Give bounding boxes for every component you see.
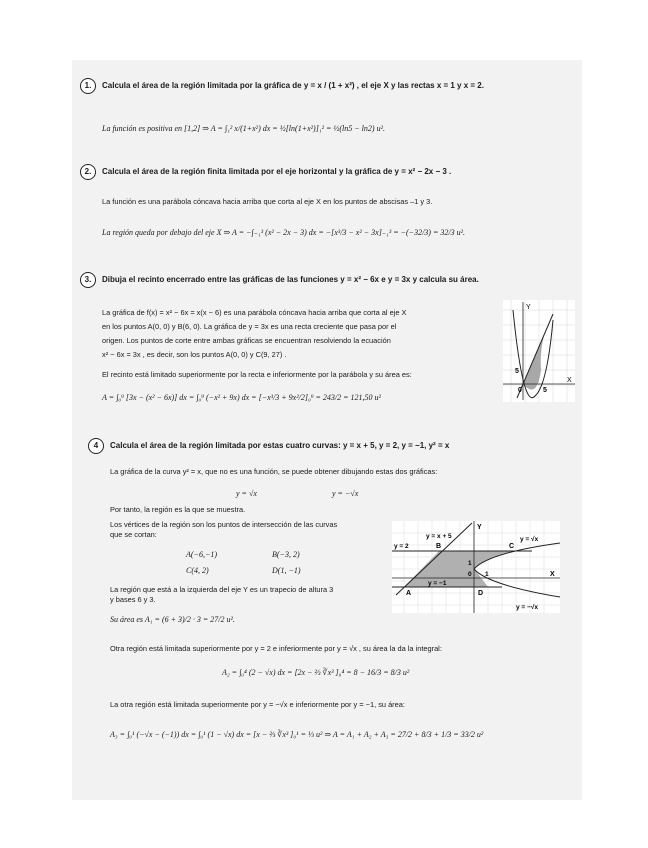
problem-4-other-2: La otra región está limitada superiormente por y = −√x e inferiormente por y = −1, su área: (110, 700, 405, 709)
problem-1-solution: La función es positiva en [1,2] ⇒ A = ∫₁² x/(1+x²) dx = ½[ln(1+x²)]₁² = ½(ln5 − ln2) u². (102, 124, 385, 133)
problem-4-trapezoid-2: y bases 6 y 3. (110, 595, 156, 604)
problem-3-statement: Dibuja el recinto encerrado entre las gráficas de las funciones y = x² − 6x e y = 3x y calcula su área. (102, 275, 479, 284)
problem-2-statement: Calcula el área de la región finita limitada por el eje horizontal y la gráfica de y = x² − 2x − 3 . (102, 167, 452, 176)
problem-2-line-1: La función es una parábola cóncava hacia arriba que corta al eje X en los puntos de abscisas –1 y 3. (102, 197, 433, 206)
problem-1-statement: Calcula el área de la región limitada por la gráfica de y = x / (1 + x²) , el eje X y las rectas x = 1 y x = 2. (102, 81, 484, 90)
tick-1-x: 1 (485, 571, 489, 578)
problem-4-vertices-1: Los vértices de la región son los puntos de intersección de las curvas (110, 520, 338, 529)
curve-positive: y = √x (236, 489, 257, 498)
label-sqrt-x: y = √x (520, 536, 539, 543)
point-C: C(4, 2) (186, 566, 209, 575)
label-B: B (436, 543, 442, 550)
problem-4-number: 4 (88, 438, 104, 454)
tick-1-y: 1 (468, 560, 472, 567)
y-tick-label: 5 (515, 368, 519, 375)
curve-negative: y = −√x (332, 489, 359, 498)
problem-3-line-6: A = ∫₀⁹ [3x − (x² − 6x)] dx = ∫₀⁹ (−x² + 9x) dx = [−x³/3 + 9x²/2]₀⁹ = 243/2 = 121,50 u² (102, 393, 381, 402)
problem-4-area-1: Su área es A₁ = (6 + 3)/2 · 3 = 27/2 u². (110, 615, 235, 624)
problem-4-vertices-2: que se cortan: (110, 530, 157, 539)
problem-4-area-3: A₃ = ∫₀¹ (−√x − (−1)) dx = ∫₀¹ (1 − √x) dx = [x − ⅔ ∛x³ ]₀¹ = ⅓ u² ⇒ A = A₁ + A₂ + A₃ = 27/2 + 8/3 + 1/3 = 33/2 u² (110, 730, 484, 739)
problem-4-statement: Calcula el área de la región limitada por estas cuatro curvas: y = x + 5, y = 2, y = −1, y² = x (110, 441, 450, 450)
problem-4-trapezoid-1: La región que está a la izquierda del eje Y es un trapecio de altura 3 (110, 585, 334, 594)
problem-3-graph-svg (503, 300, 575, 402)
problem-4-intro: La gráfica de la curva y² = x, que no es una función, se puede obtener dibujando estas dos gráficas: (110, 467, 438, 476)
y-axis-label: Y (526, 304, 531, 311)
problem-1-number: 1. (80, 78, 96, 94)
problem-2-line-2: La región queda por debajo del eje X ⇒ A = −∫₋₁³ (x² − 2x − 3) dx = −[x³/3 − x² − 3x]₋₁³ = −(−32/3) = 32/3 u². (102, 228, 465, 237)
problem-3-graph (503, 300, 575, 402)
problem-3-line-3: origen. Los puntos de corte entre ambas gráficas se encuentran resolviendo la ecuación (102, 336, 391, 345)
problem-3-line-2: en los puntos A(0, 0) y B(6, 0). La gráfica de y = 3x es una recta creciente que pasa por el (102, 322, 397, 331)
label-A: A (406, 590, 412, 597)
point-B: B(−3, 2) (272, 550, 300, 559)
label-y-minus-1: y = −1 (428, 580, 447, 587)
point-D: D(1, −1) (272, 566, 301, 575)
problem-4-area-2: A₂ = ∫₀⁴ (2 − √x) dx = [2x − ⅔ ∛x³ ]₀⁴ = 8 − 16/3 = 8/3 u² (222, 668, 410, 677)
label-neg-sqrt-x: y = −√x (516, 604, 539, 611)
label-line-x-plus-5: y = x + 5 (426, 533, 452, 540)
problem-4-graph-svg (392, 521, 560, 613)
problem-3-line-5: El recinto está limitado superiormente por la recta e inferiormente por la parábola y su área es: (102, 370, 412, 379)
tick-0: 0 (468, 571, 472, 578)
point-A: A(−6,−1) (186, 550, 218, 559)
label-y-2: y = 2 (394, 543, 409, 550)
problem-4-graph (392, 521, 560, 613)
problem-4-other-1: Otra región está limitada superiormente por y = 2 e inferiormente por y = √x , su área la da la integral: (110, 644, 442, 653)
x-axis-label: X (550, 571, 555, 578)
problem-3-number: 3. (80, 272, 96, 288)
label-C: C (509, 543, 515, 550)
problem-3-line-4: x² − 6x = 3x , es decir, son los puntos A(0, 0) y C(9, 27) . (102, 350, 287, 359)
x-axis-label: X (567, 377, 572, 384)
x-tick-label: 5 (543, 387, 547, 394)
problem-2-number: 2. (80, 164, 96, 180)
y-axis-label: Y (477, 524, 482, 531)
problem-4-region: Por tanto, la región es la que se muestra. (110, 505, 246, 514)
origin-label: 0 (518, 387, 522, 394)
label-D: D (478, 590, 484, 597)
problem-3-line-1: La gráfica de f(x) = x² − 6x = x(x − 6) es una parábola cóncava hacia arriba que corta al eje X (102, 308, 407, 317)
